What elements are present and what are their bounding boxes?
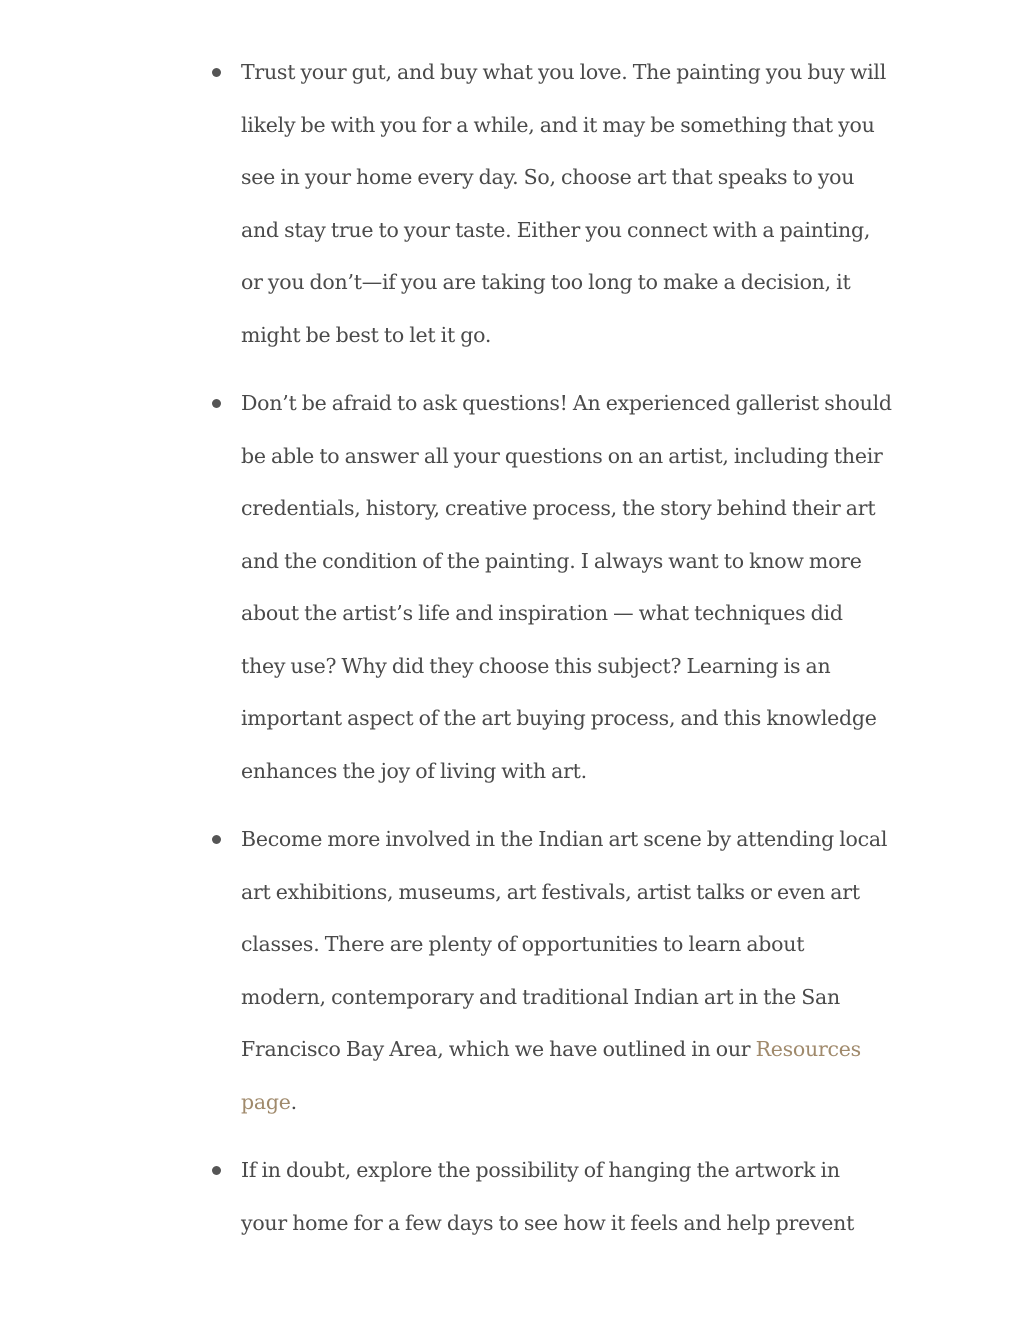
text-line: credentials, history, creative process, the story behind their art [241,496,876,520]
text-line: likely be with you for a while, and it may be something that you [241,112,875,137]
text-line: be able to answer all your questions on an artist, including their [241,443,883,468]
text-line: about the artist’s life and inspiration — what techniques did [241,601,843,625]
tip-text-1 [241,46,906,361]
text-line: If in doubt, explore the possibility of hanging the artwork in [241,1158,840,1182]
list-item [0,377,1024,797]
tip-text-3 [241,813,906,1128]
tips-list [0,46,1024,1249]
text-line: or you don’t—if you are taking too long to make a decision, it [241,270,851,294]
list-item [0,813,1024,1128]
tip-text-4 [241,1144,906,1249]
text-line: Become more involved in the Indian art scene by attending local [241,827,888,851]
text-line: Trust your gut, and buy what you love. The painting you buy will [241,60,887,84]
text-line: art exhibitions, museums, art festivals, artist talks or even art [241,879,860,904]
text-segment: . [290,1089,297,1114]
text-line: might be best to let it go. [241,322,492,347]
text-line: and stay true to your taste. Either you connect with a painting, [241,217,871,242]
text-line-with-link [241,1023,906,1076]
tip-text-2 [241,377,906,797]
text-line: and the condition of the painting. I always want to know more [241,548,862,573]
text-segment: Francisco Bay Area, which we have outlined in our [241,1037,756,1061]
text-line: important aspect of the art buying process, and this knowledge [241,706,877,730]
text-line: your home for a few days to see how it feels and help prevent [241,1210,855,1235]
list-item [0,1144,1024,1249]
list-item [0,46,1024,361]
text-line-with-link [241,1076,906,1129]
bullet-icon [212,68,221,77]
text-line: modern, contemporary and traditional Indian art in the San [241,984,840,1009]
article-body [0,46,1024,1265]
bullet-icon [212,835,221,844]
text-line: Don’t be afraid to ask questions! An experienced gallerist should [241,391,892,415]
resources-page-link-continued[interactable]: page [241,1089,291,1114]
text-line: see in your home every day. So, choose art that speaks to you [241,165,855,189]
text-line: they use? Why did they choose this subject? Learning is an [241,653,831,678]
bullet-icon [212,399,221,408]
text-line: classes. There are plenty of opportunities to learn about [241,932,805,956]
resources-page-link[interactable]: Resources [755,1037,861,1061]
bullet-icon [212,1166,221,1175]
text-line: enhances the joy of living with art. [241,758,587,783]
